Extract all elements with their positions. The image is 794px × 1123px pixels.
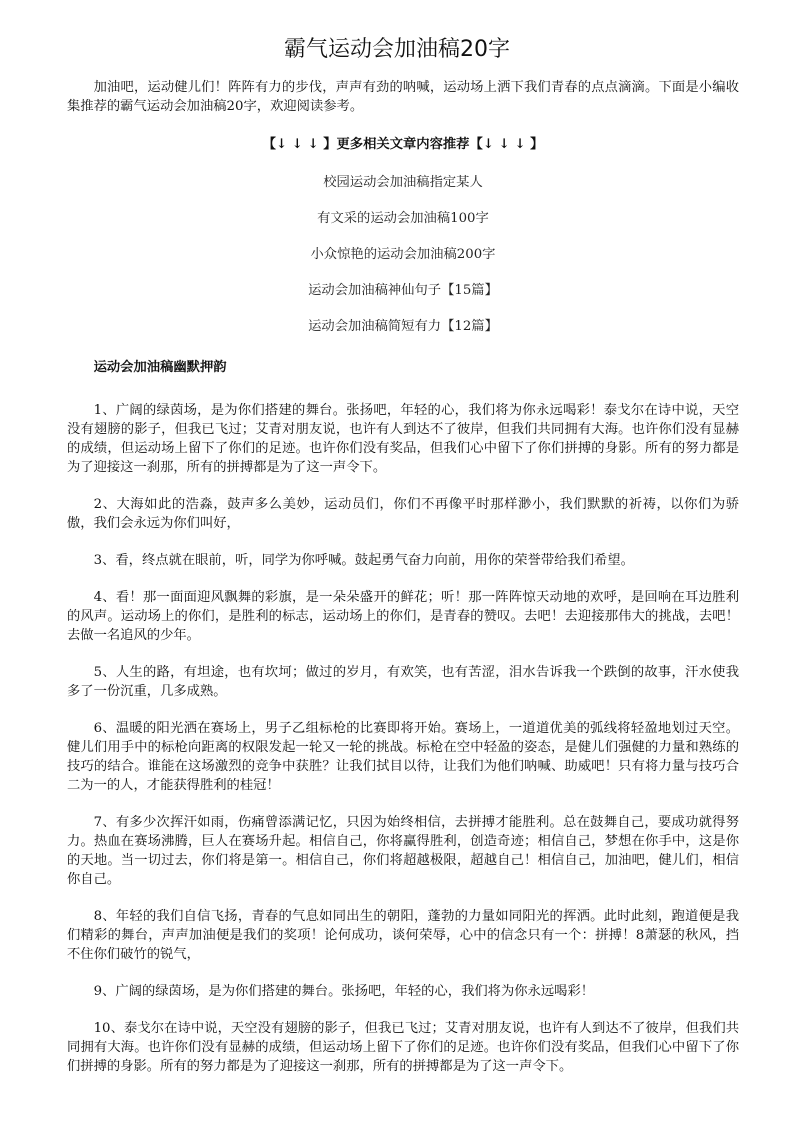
related-link[interactable]: 校园运动会加油稿指定某人	[323, 175, 483, 190]
paragraph: 8、年轻的我们自信飞扬，青春的气息如同出生的朝阳，蓬勃的力量如同阳光的挥洒。此时此刻，跑道便是我们精彩的舞台，声声加油便是我们的奖项！论何成功，谈何荣辱，心中的信念只有一个：拼搏！8萧瑟的秋风，挡不住你们破竹的锐气，	[67, 909, 739, 962]
paragraph: 7、有多少次挥汗如雨，伤痛曾添满记忆，只因为始终相信，去拼搏才能胜利。总在鼓舞自己，要成功就得努力。热血在赛场沸腾，巨人在赛场升起。相信自己，你将赢得胜利，创造奇迹；相信自己，梦想在你手中，这是你的天地。当一切过去，你们将是第一。相信自己，你们将超越极限，超越自己！相信自己，加油吧，健儿们，相信你自己。	[67, 815, 739, 887]
paragraph: 2、大海如此的浩淼，鼓声多么美妙，运动员们，你们不再像平时那样渺小，我们默默的祈祷，以你们为骄傲，我们会永远为你们叫好，	[67, 497, 739, 531]
paragraph: 5、人生的路，有坦途，也有坎坷；做过的岁月，有欢笑，也有苦涩，泪水告诉我一个跌倒的故事，汗水使我多了一份沉重，几多成熟。	[67, 665, 739, 699]
paragraph: 6、温暖的阳光洒在赛场上，男子乙组标枪的比赛即将开始。赛场上，一道道优美的弧线将轻盈地划过天空。健儿们用手中的标枪向距离的权限发起一轮又一轮的挑战。标枪在空中轻盈的姿态，是健儿们强健的力量和熟练的技巧的结合。谁能在这场激烈的竞争中获胜？让我们拭目以待，让我们为他们呐喊、助威吧！只有将力量与技巧合二为一的人，才能获得胜利的桂冠！	[67, 721, 739, 793]
paragraph: 1、广阔的绿茵场，是为你们搭建的舞台。张扬吧，年轻的心，我们将为你永远喝彩！泰戈尔在诗中说，天空没有翅膀的影子，但我已飞过；艾青对朋友说，也许有人到达不了彼岸，但我们共同拥有大海。也许你们没有显赫的成绩，但运动场上留下了你们的足迹。也许你们没有奖品，但我们心中留下了你们拼搏的身影。所有的努力都是为了迎接这一刹那，所有的拼搏都是为了这一声令下。	[67, 403, 739, 475]
paragraph: 3、看，终点就在眼前，听，同学为你呼喊。鼓起勇气奋力向前，用你的荣誉带给我们希望。	[93, 553, 634, 568]
intro-paragraph: 加油吧，运动健儿们！阵阵有力的步伐，声声有劲的呐喊，运动场上洒下我们青春的点点滴滴。下面是小编收集推荐的霸气运动会加油稿20字，欢迎阅读参考。	[67, 80, 739, 114]
paragraph: 9、广阔的绿茵场，是为你们搭建的舞台。张扬吧，年轻的心，我们将为你永远喝彩！	[93, 984, 595, 999]
recommend-heading: 【↓ ↓ ↓ 】更多相关文章内容推荐【↓ ↓ ↓ 】	[262, 137, 544, 152]
section-heading: 运动会加油稿幽默押韵	[93, 360, 227, 375]
related-link[interactable]: 小众惊艳的运动会加油稿200字	[310, 247, 496, 262]
page-title: 霸气运动会加油稿20字	[284, 37, 510, 62]
related-link[interactable]: 运动会加油稿简短有力【12篇】	[308, 319, 498, 334]
related-link[interactable]: 运动会加油稿神仙句子【15篇】	[308, 283, 498, 298]
document-body	[67, 78, 739, 1094]
related-link[interactable]: 有文采的运动会加油稿100字	[317, 211, 489, 226]
paragraph: 10、泰戈尔在诗中说，天空没有翅膀的影子，但我已飞过；艾青对朋友说，也许有人到达不了彼岸，但我们共同拥有大海。也许你们没有显赫的成绩，但运动场上留下了你们的足迹。也许你们没有奖品，但我们心中留下了你们拼搏的身影。所有的努力都是为了迎接这一刹那，所有的拼搏都是为了这一声令下。	[67, 1021, 739, 1074]
paragraph: 4、看！那一面面迎风飘舞的彩旗，是一朵朵盛开的鲜花；听！那一阵阵惊天动地的欢呼，是回响在耳边胜利的风声。运动场上的你们，是胜利的标志，运动场上的你们，是青春的赞叹。去吧！去迎接那伟大的挑战，去吧！去做一名追风的少年。	[67, 590, 739, 643]
